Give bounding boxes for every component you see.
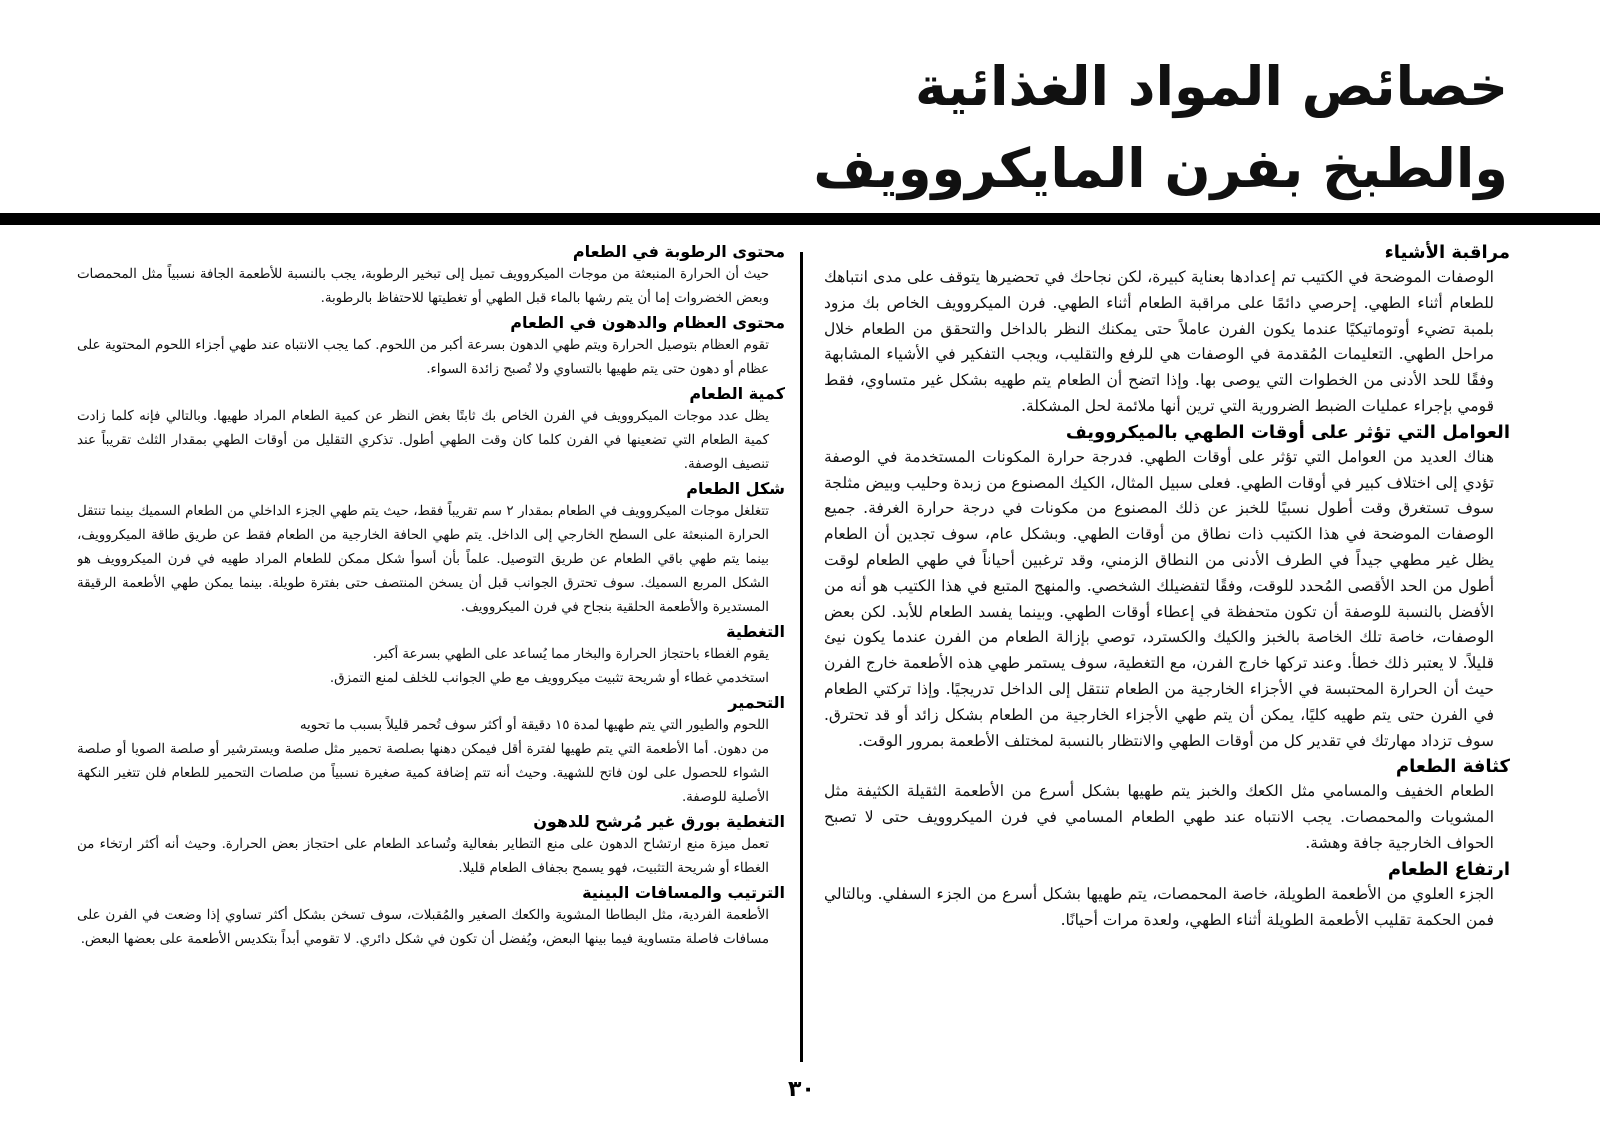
section-food-height bbox=[818, 857, 1510, 934]
section-heading: العوامل التي تؤثر على أوقات الطهي بالميكروويف bbox=[1065, 421, 1510, 443]
column-divider bbox=[800, 252, 803, 1062]
section-paragraph: الأطعمة الفردية، مثل البطاطا المشوية والكعك الصغير والمُقبلات، سوف تسخن بشكل أكثر تساوي إذا وضعت في الفرن على مسافات فاصلة متساوية فيما بينها البعض، ويُفضل أن تكون في شكل دائري. لا تقومي أبداً بتكديس الأطعمة على بعضها البعض. bbox=[77, 908, 769, 947]
section-food-quantity bbox=[77, 382, 785, 477]
right-column bbox=[818, 240, 1510, 1100]
page-number: ٣٠ bbox=[788, 1077, 815, 1102]
section-browning bbox=[77, 691, 785, 810]
section-heading: التغطية bbox=[726, 622, 785, 641]
section-food-density bbox=[818, 754, 1510, 856]
section-moisture bbox=[77, 240, 785, 311]
section-paragraph: حيث أن الحرارة المنبعثة من موجات الميكروويف تميل إلى تبخير الرطوبة، يجب بالنسبة للأطعمة الجافة نسبياً مثل المحمصات وبعض الخضروات إما أن يتم رشها بالماء قبل الطهي أو تغطيتها للاحتفاظ بالرطوبة. bbox=[77, 267, 769, 306]
section-heading: شكل الطعام bbox=[686, 479, 785, 498]
section-monitoring bbox=[818, 240, 1510, 420]
section-heading: كثافة الطعام bbox=[1395, 756, 1510, 778]
page-title bbox=[608, 46, 1508, 210]
section-heading: التغطية بورق غير مُرشح للدهون bbox=[533, 812, 785, 831]
section-heading: كمية الطعام bbox=[689, 384, 785, 403]
section-paragraph: يظل عدد موجات الميكروويف في الفرن الخاص بك ثابتًا بغض النظر عن كمية الطعام المراد طهيها. وبالتالي فإنه كلما زادت كمية الطعام التي تضعينها في الفرن كلما كان وقت الطهي أطول. تذكري التقليل من أوقات الطهي بمقدار الثلث تقريباً عند تنصيف الوصفة. bbox=[77, 409, 769, 472]
section-paragraph: الجزء العلوي من الأطعمة الطويلة، خاصة المحمصات، يتم طهيها بشكل أسرع من الجزء السفلي. وبالتالي فمن الحكمة تقليب الأطعمة الطويلة أثناء الطهي، ولعدة مرات أحيانًا. bbox=[824, 884, 1494, 929]
section-heading: مراقبة الأشياء bbox=[1384, 242, 1510, 263]
title-divider bbox=[0, 213, 1600, 225]
section-paragraph: من دهون. أما الأطعمة التي يتم طهيها لفترة أقل فيمكن دهنها بصلصة تحمير مثل صلصة ويسترشير أو صلصة الصويا أو صلصة الشواء للحصول على لون فاتح للشهية. وحيث أنه تتم إضافة كمية صغيرة نسبياً من صلصات التحمير للطعام فلن تتغير النكهة الأصلية للوصفة. bbox=[77, 742, 769, 805]
section-bones-fat bbox=[77, 311, 785, 382]
section-paragraph: الطعام الخفيف والمسامي مثل الكعك والخبز يتم طهيها بشكل أسرع من الأطعمة الثقيلة الكثيفة مثل المشويات والمحمصات. يجب الانتباه عند طهي الطعام المسامي في فرن الميكروويف حتى لا تصبح الحواف الخارجية جافة وهشة. bbox=[824, 782, 1494, 852]
section-food-shape bbox=[77, 477, 785, 620]
section-arrangement-spacing bbox=[77, 881, 785, 952]
section-covering bbox=[77, 620, 785, 691]
section-paragraph: هناك العديد من العوامل التي تؤثر على أوقات الطهي. فدرجة حرارة المكونات المستخدمة في الوصفة تؤدي إلى اختلاف كبير في أوقات الطهي. فعلى سبيل المثال، الكيك المصنوع من زبدة وحليب وبيض مثلجة سوف تستغرق وقت أطول نسبيًا للخبز عن ذلك المصنوع من مكونات في درجة حرارة الغرفة. جميع الوصفات الموضحة في هذا الكتيب ذات نطاق من أوقات الطهي. وبشكل عام، سوف تجدين أن الطعام يظل غير مطهي جيداً في الطرف الأدنى من النطاق الزمني، وقد ترغبين أحياناً في طهي الطعام لوقت أطول من الحد الأقصى المُحدد للوقت، وفقًا لتفضيلك الشخصي. والمنهج المتبع في هذا الكتيب هو أنه من الأفضل بالنسبة للوصفة أن تكون متحفظة في إعطاء أوقات الطهي. وبينما يفسد الطعام للأبد. لكن بعض الوصفات، خاصة تلك الخاصة بالخبز والكيك والكسترد، توصي بإزالة الطعام من الفرن عندما يكون نيئ قليلاً. لا يعتبر ذلك خطأ. وعند تركها خارج الفرن، مع التغطية، سوف يستمر طهي هذه الأطعمة خارج الفرن حيث أن الحرارة المحتبسة في الأجزاء الخارجية من الطعام تنتقل إلى الداخل تدريجيًا. وإذا تركتي الطعام في الفرن حتى يتم طهيه كليًا، يمكن أن يتم طهي الأجزاء الخارجية من الطعام بشكل زائد أو قد تحترق. سوف تزداد مهارتك في تقدير كل من أوقات الطهي والانتظار بالنسبة لمختلف الأطعمة بمرور الوقت. bbox=[824, 447, 1494, 750]
section-paragraph: الوصفات الموضحة في الكتيب تم إعدادها بعناية كبيرة، لكن نجاحك في تحضيرها يتوقف على مدى انتباهك للطعام أثناء الطهي. إحرصي دائمًا على مراقبة الطعام أثناء الطهي. فرن الميكروويف الخاص بك مزود بلمبة تضيء أوتوماتيكيًا عندما يكون الفرن عاملاً حتى يمكنك النظر بالداخل والتحقق من الطعام خلال مراحل الطهي. التعليمات المُقدمة في الوصفات هي للرفع والتقليب، ويجب التفكير في الأشياء المشابهة وفقًا للحد الأدنى من الخطوات التي يوصى بها. وإذا اتضح أن الطعام يتم طهيه بشكل غير متساوي، فقط قومي بإجراء عمليات الضبط الضرورية التي ترين أنها ملائمة لحل المشكلة. bbox=[824, 268, 1494, 415]
section-heading: التحمير bbox=[728, 693, 785, 712]
page-title-line-2: والطبخ بفرن المايكروويف bbox=[813, 137, 1508, 200]
left-column bbox=[77, 240, 785, 1100]
section-cooking-time-factors bbox=[818, 420, 1510, 755]
section-paragraph: تتغلغل موجات الميكروويف في الطعام بمقدار ٢ سم تقريباً فقط، حيث يتم طهي الجزء الداخلي من الطعام السميك بينما تنتقل الحرارة المنبعثة على السطح الخارجي إلى الداخل. يتم طهي الحافة الخارجية من الطعام فقط عن طريق طاقة الميكروويف، بينما يتم طهي باقي الطعام عن طريق التوصيل. علماً بأن أسوأ شكل ممكن للطعام المراد طهيه في فرن الميكروويف هو الشكل المربع السميك. سوف تحترق الجوانب قبل أن يسخن المنتصف حتى بفترة طويلة. بينما يمكن طهي الأطعمة الرقيقة المستديرة والأطعمة الحلقية بنجاح في فرن الميكروويف. bbox=[77, 504, 769, 615]
section-heading: محتوى العظام والدهون في الطعام bbox=[510, 313, 785, 332]
section-paragraph: استخدمي غطاء أو شريحة تثبيت ميكروويف مع طي الجوانب للخلف لمنع التمزق. bbox=[329, 671, 769, 686]
section-heading: الترتيب والمسافات البينية bbox=[582, 883, 785, 902]
section-heading: محتوى الرطوبة في الطعام bbox=[572, 242, 785, 261]
section-paragraph: تقوم العظام بتوصيل الحرارة ويتم طهي الدهون بسرعة أكبر من اللحوم. كما يجب الانتباه عند طهي أجزاء اللحوم المحتوية على عظام أو دهون حتى يتم طهيها بالتساوي ولا تُصبح زائدة السواء. bbox=[77, 338, 769, 377]
section-paragraph: يقوم الغطاء باحتجاز الحرارة والبخار مما يُساعد على الطهي بسرعة أكبر. bbox=[372, 647, 769, 662]
section-paragraph: تعمل ميزة منع ارتشاح الدهون على منع التطاير بفعالية وتُساعد الطعام على احتجاز بعض الحرارة. وحيث أنه أكثر ارتخاء من الغطاء أو شريحة التثبيت، فهو يسمح بجفاف الطعام قليلا. bbox=[77, 837, 769, 876]
section-paragraph: اللحوم والطيور التي يتم طهيها لمدة ١٥ دقيقة أو أكثر سوف تُحمر قليلاً بسبب ما تحويه bbox=[299, 718, 769, 733]
page-title-line-1: خصائص المواد الغذائية bbox=[914, 55, 1508, 118]
section-heading: ارتفاع الطعام bbox=[1387, 858, 1510, 880]
section-greaseproof-paper bbox=[77, 810, 785, 881]
